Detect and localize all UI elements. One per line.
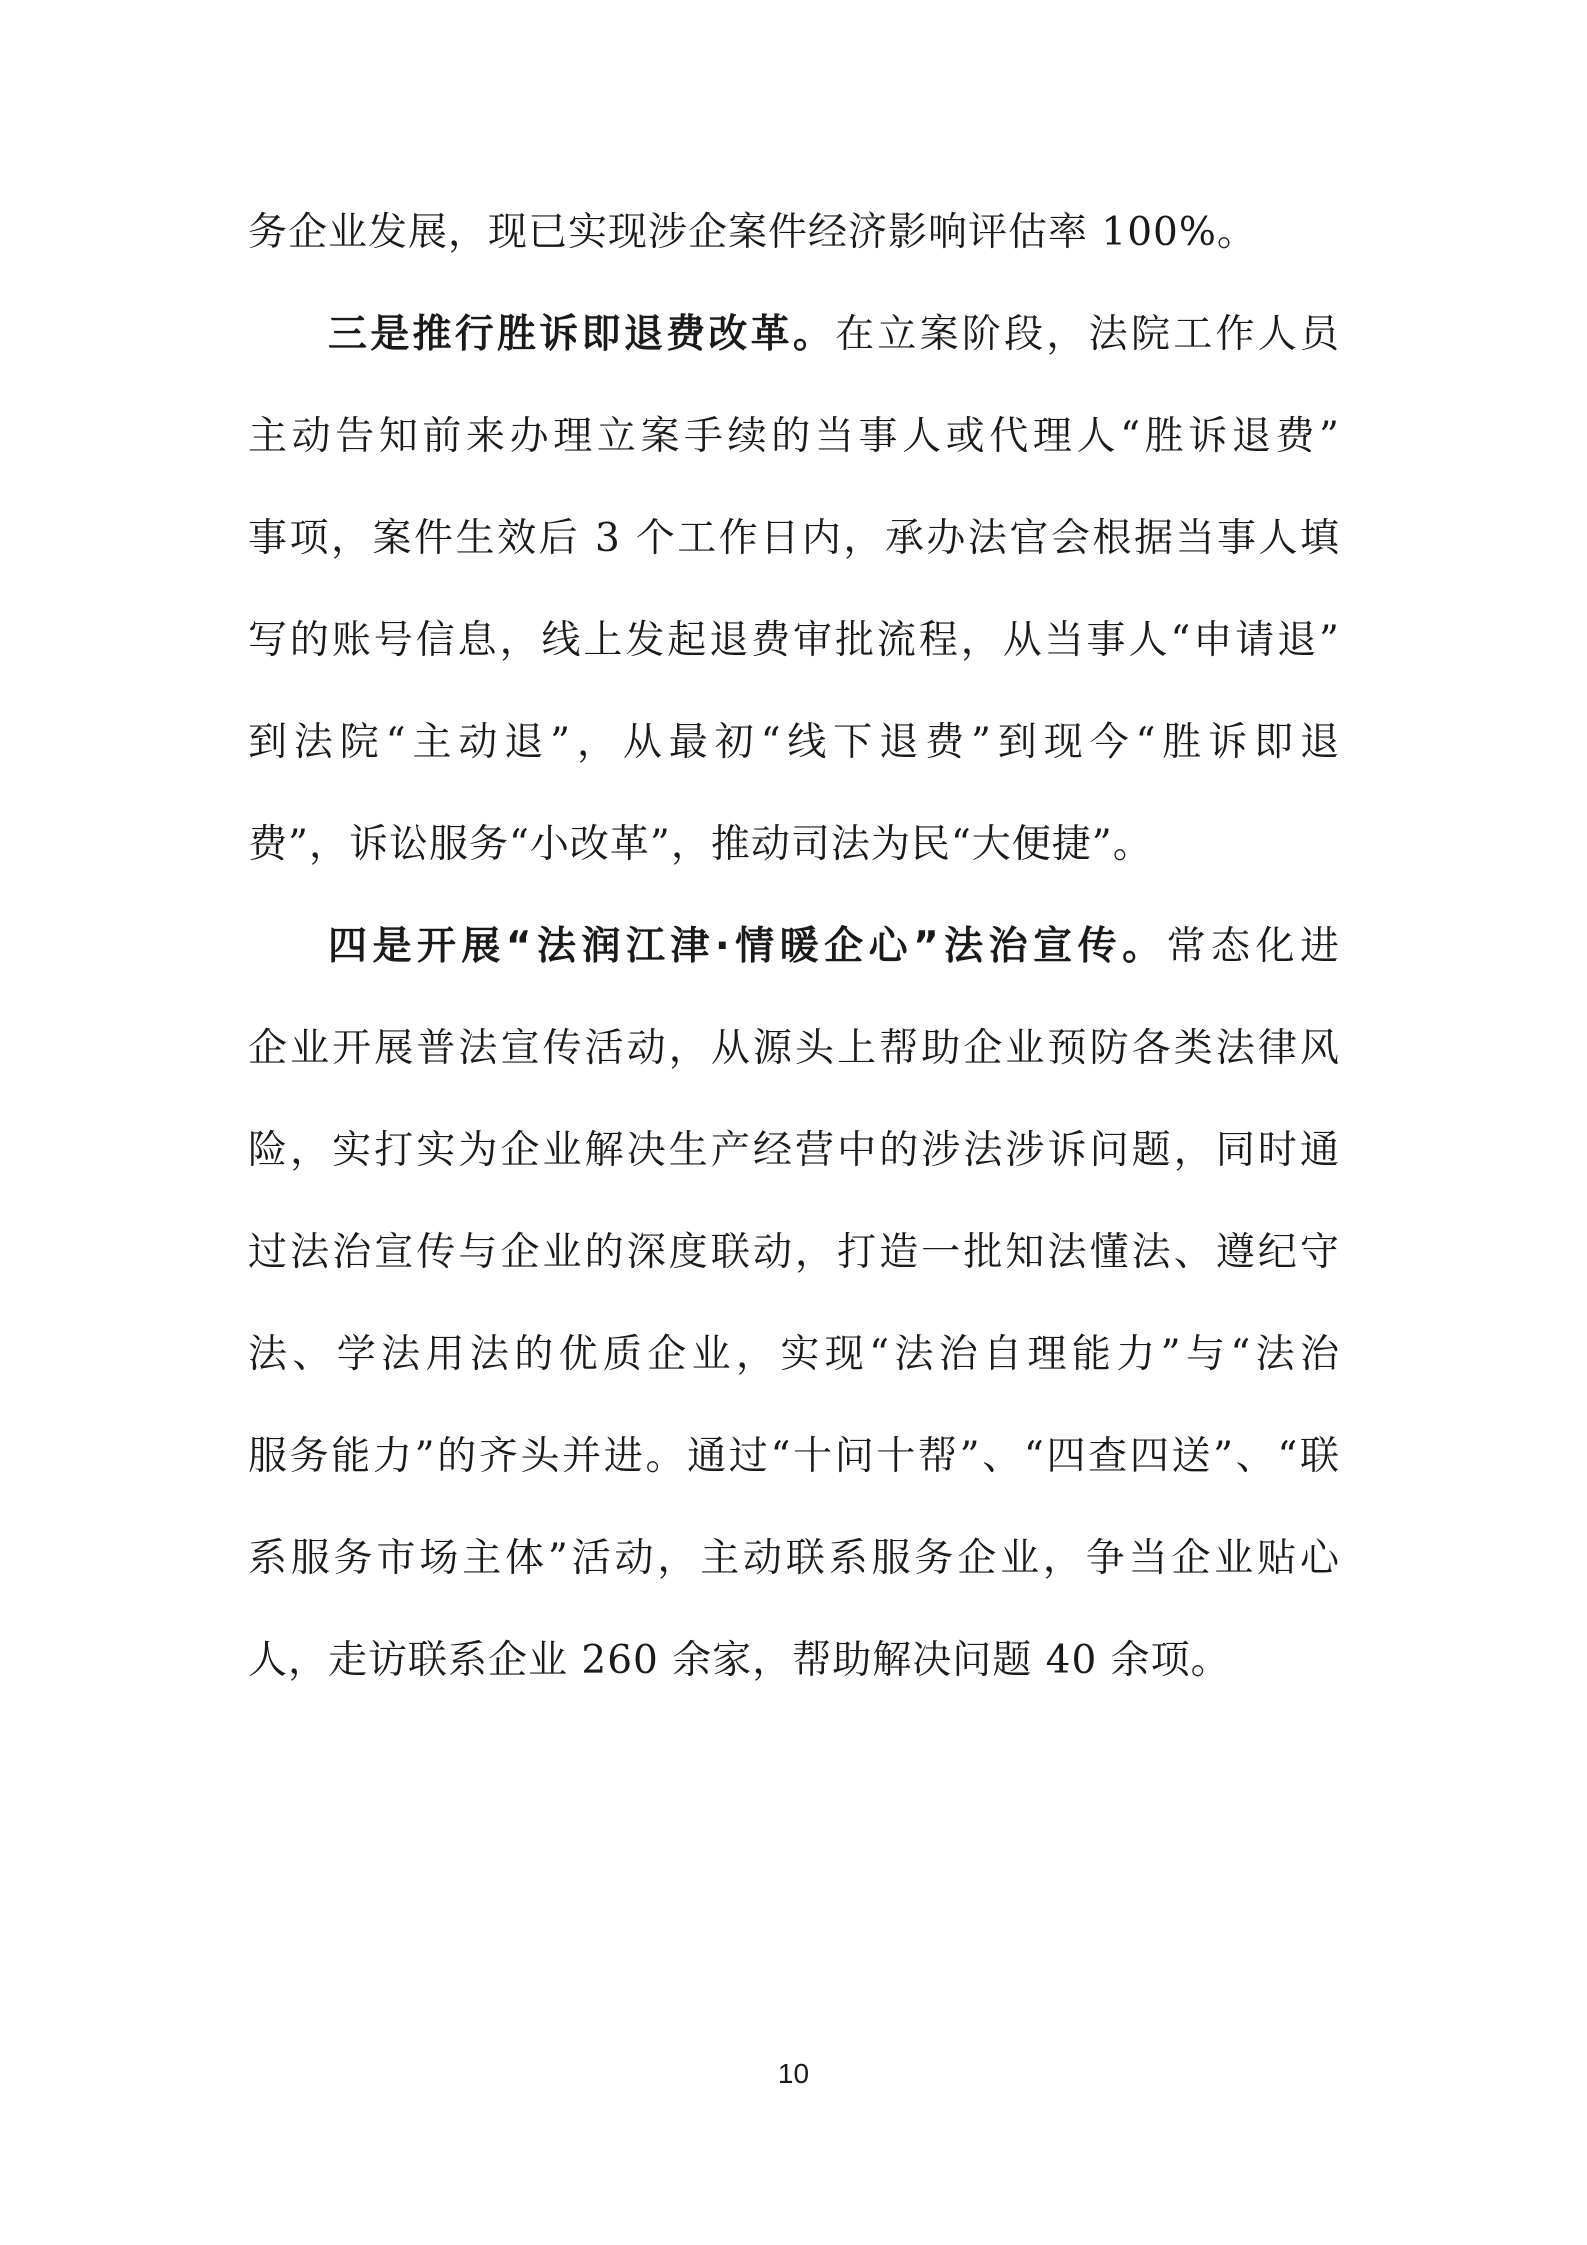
paragraph-tail-line: 务企业发展，现已实现涉企案件经济影响评估率 100%。 (248, 210, 1257, 255)
section3-line: 主动告知前来办理立案手续的当事人或代理人“胜诉退费” (248, 414, 1340, 459)
section3-heading: 三是推行胜诉即退费改革。 (328, 312, 836, 357)
section3-first-line (248, 298, 1340, 400)
section3-first-line-text: 在立案阶段，法院工作人员 (835, 312, 1340, 357)
section4-first-line-text: 常态化进 (1166, 924, 1340, 969)
document-body (248, 196, 1340, 1726)
section3-line: 写的账号信息，线上发起退费审批流程，从当事人“申请退” (248, 618, 1340, 663)
page-number: 10 (777, 2058, 810, 2089)
section4-line: 企业开展普法宣传活动，从源头上帮助企业预防各类法律风 (248, 1026, 1340, 1071)
section4-line: 服务能力”的齐头并进。通过“十问十帮”、“四查四送”、“联 (248, 1434, 1340, 1479)
section4-line: 过法治宣传与企业的深度联动，打造一批知法懂法、遵纪守 (248, 1230, 1340, 1275)
section4-line: 系服务市场主体”活动，主动联系服务企业，争当企业贴心 (248, 1536, 1340, 1581)
section4-last-line: 人，走访联系企业 260 余家，帮助解决问题 40 余项。 (248, 1638, 1231, 1683)
section4-line: 险，实打实为企业解决生产经营中的涉法涉诉问题，同时通 (248, 1128, 1340, 1173)
section4-line: 法、学法用法的优质企业，实现“法治自理能力”与“法治 (248, 1332, 1340, 1377)
section3-line: 到法院“主动退”，从最初“线下退费”到现今“胜诉即退 (248, 720, 1340, 765)
section3-last-line: 费”，诉讼服务“小改革”，推动司法为民“大便捷”。 (248, 822, 1153, 867)
section4-first-line (248, 910, 1340, 1012)
section3-line: 事项，案件生效后 3 个工作日内，承办法官会根据当事人填 (248, 516, 1340, 561)
section4-heading: 四是开展“法润江津·情暖企心”法治宣传。 (328, 924, 1167, 969)
